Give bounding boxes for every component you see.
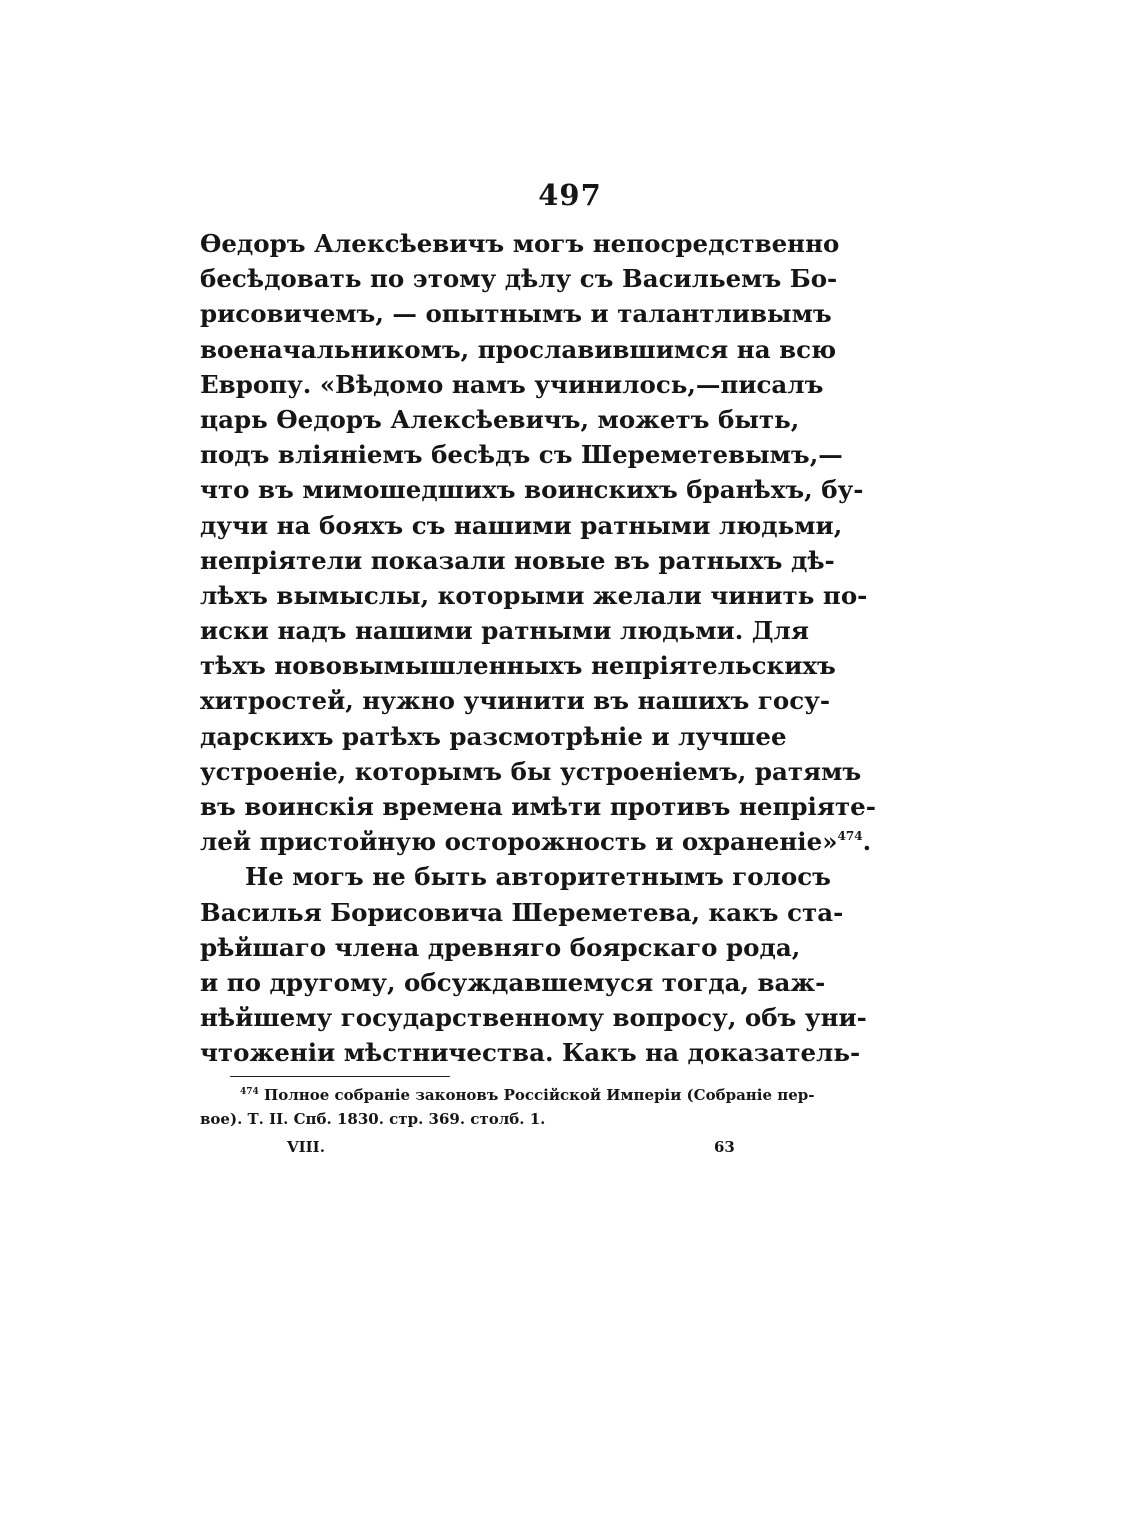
signature-mark: VIII. bbox=[287, 1138, 325, 1156]
text-line: иски надъ нашими ратными людьми. Для bbox=[200, 616, 809, 646]
text-line: хитростей, нужно учинити въ нашихъ госу- bbox=[200, 686, 830, 716]
footnote-text: Полное собраніе законовъ Россійской Имперіи (Собраніе пер- bbox=[264, 1086, 815, 1104]
text-line: въ воинскія времена имѣти противъ непріяте- bbox=[200, 792, 876, 821]
footnote-line: вое). Т. II. Спб. 1830. стр. 369. столб. 1. bbox=[200, 1110, 546, 1128]
text-line: царь Өедоръ Алексѣевичъ, можетъ быть, bbox=[200, 404, 800, 434]
page-number: 497 bbox=[538, 178, 602, 212]
text-line: дарскихъ ратѣхъ разсмотрѣніе и лучшее bbox=[200, 721, 787, 751]
footnote-line bbox=[200, 1083, 815, 1107]
text-line: дучи на бояхъ съ нашими ратными людьми, bbox=[200, 510, 843, 540]
text-line: рисовичемъ, — опытнымъ и талантливымъ bbox=[200, 299, 832, 329]
text-line: лѣхъ вымыслы, которыми желали чинить по- bbox=[200, 580, 868, 610]
quote-end-punct: . bbox=[862, 827, 872, 857]
footnote bbox=[200, 1083, 815, 1131]
footnote-reference: 474 bbox=[837, 829, 863, 844]
text-line: рѣйшаго члена древняго боярскаго рода, bbox=[200, 932, 801, 962]
text-line: что въ мимошедшихъ воинскихъ бранѣхъ, бу- bbox=[200, 475, 864, 505]
text-line: Василья Борисовича Шереметева, какъ ста- bbox=[200, 897, 844, 927]
text-line: подъ вліяніемъ бесѣдъ съ Шереметевымъ,— bbox=[200, 440, 843, 470]
quote-end-text: лей пристойную осторожность и охраненіе» bbox=[200, 827, 838, 857]
text-line: военачальникомъ, прославившимся на всю bbox=[200, 334, 837, 364]
footnote-number: 474 bbox=[240, 1087, 259, 1097]
text-line: Не могъ не быть авторитетнымъ голосъ bbox=[245, 862, 831, 892]
text-line: Европу. «Вѣдомо намъ учинилось,—писалъ bbox=[200, 369, 824, 399]
quote-end-line bbox=[200, 824, 872, 859]
footnote-divider bbox=[230, 1076, 450, 1077]
main-text bbox=[200, 226, 876, 1071]
text-line: и по другому, обсуждавшемуся тогда, важ- bbox=[200, 967, 826, 997]
signature-number: 63 bbox=[714, 1138, 735, 1156]
text-line: Өедоръ Алексѣевичъ могъ непосредственно bbox=[200, 229, 840, 258]
text-line: чтоженіи мѣстничества. Какъ на доказатель- bbox=[200, 1038, 861, 1068]
text-line: тѣхъ нововымышленныхъ непріятельскихъ bbox=[200, 651, 836, 681]
text-line: устроеніе, которымъ бы устроеніемъ, ратямъ bbox=[200, 756, 862, 786]
text-line: непріятели показали новые въ ратныхъ дѣ- bbox=[200, 545, 835, 575]
text-line: нѣйшему государственному вопросу, объ уни- bbox=[200, 1003, 867, 1033]
text-line: бесѣдовать по этому дѣлу съ Васильемъ Бо- bbox=[200, 264, 838, 294]
